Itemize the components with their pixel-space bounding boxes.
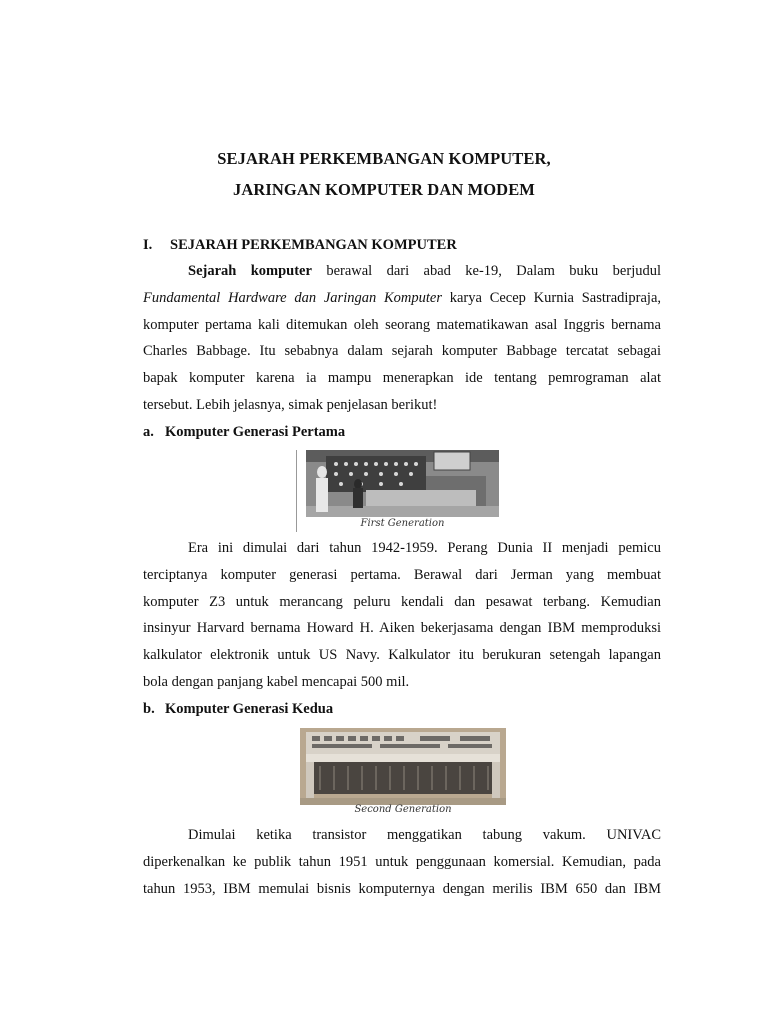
paragraph-line: komputer Z3 untuk merancang peluru kendali dan pesawat terbang. Kemudian: [143, 593, 661, 610]
paragraph-line: bola dengan panjang kabel mencapai 500 mil.: [143, 673, 410, 690]
bold-lead: Sejarah komputer: [188, 263, 312, 279]
subsection-title: Komputer Generasi Kedua: [165, 701, 334, 717]
paragraph-line: [143, 285, 661, 312]
subsection-b-heading: [143, 701, 333, 718]
section-intro-paragraph: [143, 258, 661, 419]
book-title: Fundamental Hardware dan Jaringan Komputer: [143, 289, 442, 306]
first-generation-computer-photo: [306, 450, 499, 517]
section-number: I.: [143, 237, 153, 253]
paragraph-line: terciptanya komputer generasi pertama. Berawal dari Jerman yang membuat: [143, 566, 661, 583]
paragraph-line: kalkulator elektronik untuk US Navy. Kalkulator itu berukuran setengah lapangan: [143, 647, 661, 664]
paragraph-text: berawal dari abad ke-19, Dalam buku berjudul: [326, 263, 662, 279]
figure-caption: First Generation: [360, 518, 445, 529]
paragraph-line: Dimulai ketika transistor menggatikan tabung vakum. UNIVAC: [188, 827, 661, 843]
paragraph-line: diperkenalkan ke publik tahun 1951 untuk penggunaan komersial. Kemudian, pada: [143, 853, 661, 870]
second-generation-computer-photo: [300, 728, 506, 805]
paragraph-line: komputer pertama kali ditemukan oleh seorang matematikawan asal Inggris bernama: [143, 316, 661, 333]
subsection-b-paragraph: [143, 822, 661, 902]
subsection-a-paragraph: [143, 535, 661, 696]
paragraph-text: karya Cecep Kurnia Sastradipraja,: [449, 289, 662, 306]
paragraph-line: tahun 1953, IBM memulai bisnis komputernya dengan merilis IBM 650 dan IBM: [143, 880, 661, 897]
figure-border: [296, 450, 297, 532]
paragraph-line: Era ini dimulai dari tahun 1942-1959. Perang Dunia II menjadi pemicu: [188, 540, 661, 556]
subsection-number: b.: [143, 701, 155, 717]
subsection-number: a.: [143, 424, 154, 440]
document-title-line-1: SEJARAH PERKEMBANGAN KOMPUTER,: [217, 149, 551, 168]
section-heading: [143, 237, 457, 254]
paragraph-line: tersebut. Lebih jelasnya, simak penjelasan berikut!: [143, 396, 438, 413]
figure-caption: Second Generation: [354, 804, 452, 815]
subsection-title: Komputer Generasi Pertama: [165, 424, 346, 440]
second-generation-figure: [300, 728, 506, 818]
paragraph-line: insinyur Harvard bernama Howard H. Aiken bekerjasama dengan IBM memproduksi: [143, 620, 661, 637]
paragraph-line: Charles Babbage. Itu sebabnya dalam sejarah komputer Babbage tercatat sebagai: [143, 343, 661, 360]
paragraph-line: bapak komputer karena ia mampu menerapkan ide tentang pemrograman alat: [143, 370, 661, 387]
subsection-a-heading: [143, 424, 345, 441]
paragraph-line: [143, 258, 661, 285]
first-generation-figure: [296, 450, 501, 532]
document-title-line-2: JARINGAN KOMPUTER DAN MODEM: [233, 180, 535, 199]
section-title: SEJARAH PERKEMBANGAN KOMPUTER: [170, 237, 457, 253]
